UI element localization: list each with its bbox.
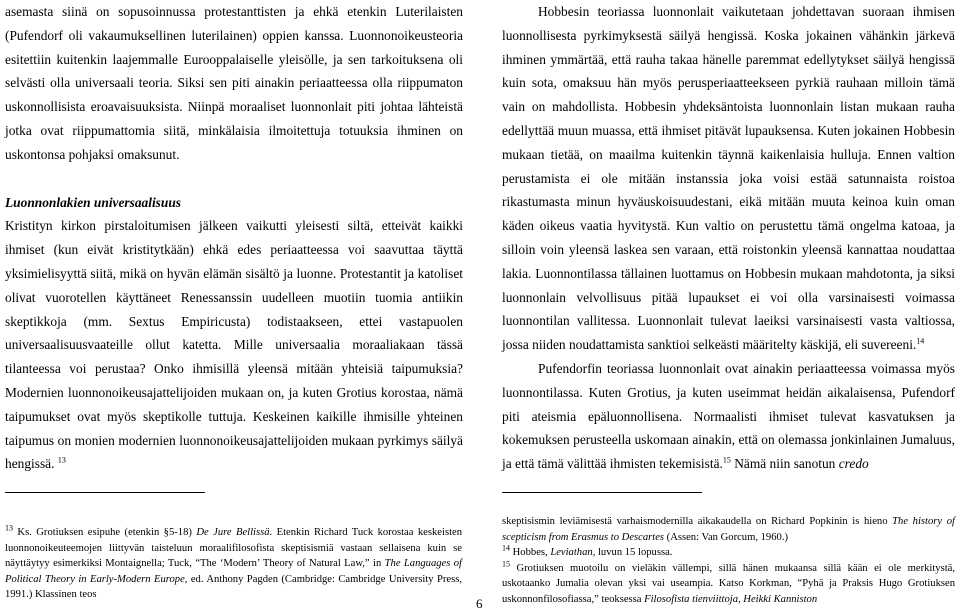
- left-paragraph-1: asemasta siinä on sopusoinnussa protestanttisten ja ehkä etenkin Luterilaisten (Pufendorf oli vakaumuksellinen luterilainen) oppien kanssa. Luonnonoikeusteoria esitettiin kuitenkin laajemmalle Eurooppalaiselle yleisölle, ja sen tarkoituksena oli selvästi olla universaali teoria. Siksi sen piti ainakin periaatteessa olla riippumaton uskonnollisista eroavaisuuksista. Niinpä moraaliset luonnonlait piti johtaa lähteistä jotka ovat riippumattomia siitä, minkälaisia ilmoitettuja totuuksia ihminen on uskontonsa pohjaksi omaksunut.: [5, 4, 463, 162]
- left-paragraph-2-text: Kristityn kirkon pirstaloitumisen jälkeen vaikutti yleisesti siltä, etteivät kaikki ihmiset (kun eivät kristitytkään) ehkä edes periaatteessa voi saavuttaa täyttä yksimielisyyttä siitä, mikä on hyvän elämän sisältö ja luonne. Protestantit ja katoliset olivat vuorotellen käyttäneet Renessanssin uudelleen muotiin tuomia antiikin skeptikkoja (mm. Sextus Empiricusta) todistaakseen, ettei vastapuolen universaalisuusvaateille ollut katetta. Mille universaalia moraaliakaan tässä tilanteessa voi perustaa? Onko ihmisillä yleensä mitään yhteisiä taipumuksia? Modernien luonnonoikeusajattelijoiden mukaan on, ja kuten Grotius korostaa, nämä taipumukset ovat myös skeptikolle tuttuja. Keskeinen kaikille ihmisille yhteinen taipumus on monien modernien luonnonoikeusajattelijoiden mukaan pyrkimys säilyä hengissä.: [5, 218, 463, 472]
- right-paragraph-2: [502, 357, 955, 476]
- footnote-14-text-a: Hobbes,: [510, 547, 551, 559]
- footnote-13-text-a: Ks. Grotiuksen esipuhe (etenkin §5-18): [13, 527, 197, 538]
- right-paragraph-1: [502, 0, 955, 357]
- right-paragraph-2-text: Pufendorfin teoriassa luonnonlait ovat ainakin periaatteessa voimassa myös luonnontilassa. Kuten Grotius, ja kuten useimmat heidän aikalaisensa, Pufendorf piti ateismia epäluonnollisena. Normaalisti ihmiset tulevat kasvatuksen ja kokemuksen perusteella uskomaan ainakin, että on olemassa jonkinlainen Jumaluus, ja että tämä välittää ihmisten tekemisistä.: [502, 360, 955, 472]
- footnote-ref-14[interactable]: 14: [916, 336, 925, 346]
- footnote-cont-text-b: (Assen: Van Gorcum, 1960.): [664, 531, 789, 543]
- footnote-separator-left: [5, 492, 205, 493]
- footnote-13-title: De Jure Bellissä: [196, 527, 270, 538]
- footnote-cont-text-a: skeptisismin leviämisestä varhaismodernilla aikakaudella on Richard Popkinin is hieno: [502, 516, 893, 527]
- footnote-13-text-c: , ed. Anthony Pagden (Cambridge: Cambridge University Press, 1991.) Klassinen teos: [5, 573, 462, 601]
- section-heading: Luonnonlakien universaalisuus: [5, 194, 182, 210]
- footnote-13: [5, 525, 462, 603]
- footnote-14-title: Leviathan: [550, 547, 593, 559]
- footnote-13-text-b: . Etenkin Richard Tuck korostaa keskeisten luonnonoikeuteemojen liittyvän taisteluun moraalifilosofista skeptisismiä vastaan sellaisena kuin se näyttäytyy esimerkiksi Montaignella; Tuck, “The ‘Modern’ Theory of Natural Law,” in: [5, 527, 463, 570]
- right-paragraph-2-cont: Nämä niin sanotun: [730, 456, 839, 472]
- left-paragraph-2: [5, 214, 463, 476]
- footnote-14: [502, 545, 955, 561]
- footnote-15-title: Filosofista tienviittoja, Heikki Kanniston: [644, 593, 818, 605]
- footnote-cont-title: The history of scepticism from Erasmus to Descartes: [502, 516, 955, 543]
- left-column: [5, 0, 463, 476]
- footnote-13-book: The Languages of Political Theory in Early-Modern Europe: [5, 558, 462, 585]
- footnote-15-mark: 15: [502, 559, 510, 569]
- footnote-separator-right: [502, 492, 702, 493]
- footnote-15: [502, 561, 955, 608]
- right-paragraph-2-italic: credo: [838, 456, 869, 472]
- right-paragraph-1-text: Hobbesin teoriassa luonnonlait vaikutetaan johdettavan suoraan ihmisen luonnollisesta pyrkimyksestä säilyä hengissä. Koska jokainen vähänkin järkevä ihminen ymmärtää, että rauha takaa hänelle paremmat edellytykset säilyä hengissä kuin sota, omaksuu hän myös perusperiaatteekseen pyrkiä rauhaan milloin tämä vain on mahdollista. Hobbesin yhdeksäntoista luonnonlain listan mukaan rauha edellyttää muun muassa, että ihmiset pitävät lupauksensa. Kuten jokainen Hobbesin mukaan tietää, on maailma kuitenkin täynnä kaikenlaisia hulluja. Ennen valtion perustamista ei ole mitään instanssia joka voisi estää satunnaista roistoa rikastumasta minun hyväuskoisuudestani, eikä mitään muuta keinoa kuin oman käden oikeus vaatia hyvitystä. Kun valtio on perustettu tämä ongelma katoaa, ja silloin voin yleensä laskea sen varaan, että roistonkin yleensä kannattaa noudattaa lakia. Luonnontilassa tällainen luottamus on Hobbesin mukaan mahdotonta, ja siksi luonnonlain velvollisuus pitää lupaukset ei voi olla varsinaisesti voimassa luonnontilan vallitessa. Luonnonlait tulevat laeiksi varsinaisesti vasta valtiossa, jossa niiden noudattamista sanktioi selkeästi määritelty käskijä, eli suvereeni.: [502, 4, 955, 353]
- footnote-14-mark: 14: [502, 543, 510, 553]
- footnote-ref-13[interactable]: 13: [57, 455, 66, 465]
- footnote-13-mark: 13: [5, 523, 13, 533]
- footnotes-right: [502, 514, 955, 608]
- footnote-14-text-b: , luvun 15 lopussa.: [592, 547, 673, 559]
- page-number: 6: [476, 596, 483, 611]
- footnote-15-text-a: Grotiuksen muotoilu on vieläkin vällempi, sillä hänen mukaansa sillä kään ei ole merkitystä, uskotaanko Jumalia olevan yksi vai useampia. Katso Korkman, “Pyhä ja Praksis Hugo Grotiuksen uskonnonfilosofiassa,” teoksessa: [502, 562, 955, 605]
- right-column: [502, 0, 955, 476]
- footnote-ref-15[interactable]: 15: [722, 455, 731, 465]
- footnote-13-continued: [502, 514, 955, 545]
- footnotes-left: [5, 525, 462, 603]
